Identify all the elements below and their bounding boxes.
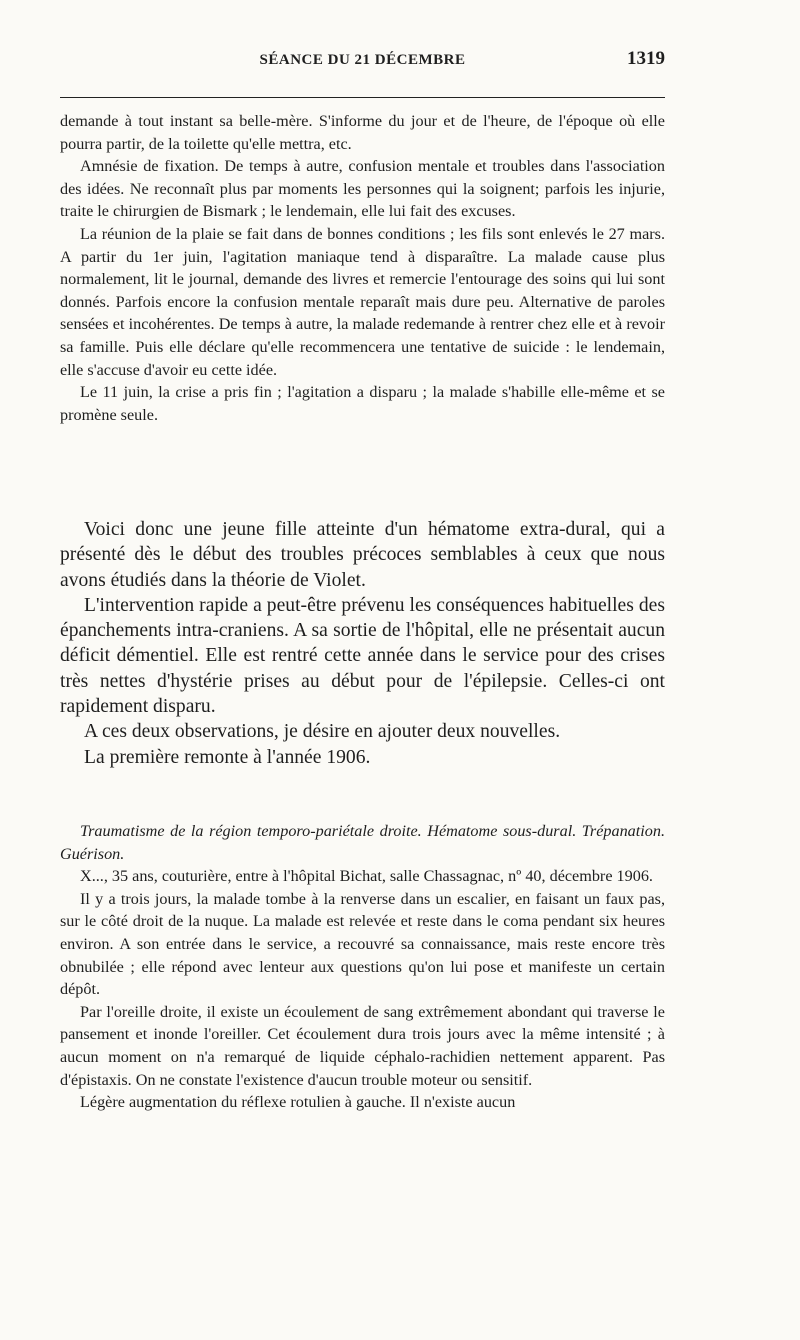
paragraph: Le 11 juin, la crise a pris fin ; l'agitation a disparu ; la malade s'habille elle-même et se promène seule.: [60, 383, 665, 424]
paragraph: Voici donc une jeune fille atteinte d'un hématome extra-dural, qui a présenté dès le début des troubles précoces semblables à ceux que nous avons étudiés dans la théorie de Violet.: [60, 519, 665, 591]
paragraph: L'intervention rapide a peut-être prévenu les conséquences habituelles des épanchements intra-craniens. A sa sortie de l'hôpital, elle ne présentait aucun déficit démentiel. Elle est rentré cette année dans le service pour des crises très nettes d'hystérie prises au début pour de l'épilepsie. Celles-ci ont rapidement disparu.: [60, 594, 665, 718]
paragraph: Par l'oreille droite, il existe un écoulement de sang extrêmement abondant qui traverse le pansement et inonde l'oreiller. Cet écoulement dura trois jours avec la même intensité ; à aucun moment on n'a remarqué de liquide céphalo-rachidien nettement apparent. Pas d'épistaxis. On ne constate l'existence d'aucun trouble moteur ou sensitif.: [60, 1002, 665, 1089]
paragraph: demande à tout instant sa belle-mère. S'informe du jour et de l'heure, de l'époque où elle pourra partir, de la toilette qu'elle mettra, etc.: [60, 112, 665, 153]
discussion-text: [60, 517, 665, 770]
paragraph: La réunion de la plaie se fait dans de bonnes conditions ; les fils sont enlevés le 27 mars. A partir du 1er juin, l'agitation maniaque tend à disparaître. La malade cause plus normalement, lit le journal, demande des livres et remercie l'entourage des soins qui lui sont donnés. Parfois encore la confusion mentale reparaît mais dure peu. Alternative de paroles sensées et incohérentes. De temps à autre, la malade redemande à rentrer chez elle et à revoir sa famille. Puis elle déclare qu'elle recommencera une tentative de suicide : le lendemain, elle s'accuse d'avoir eu cette idée.: [60, 224, 665, 379]
paragraph: Amnésie de fixation. De temps à autre, confusion mentale et troubles dans l'association des idées. Ne reconnaît plus par moments les personnes qui la soignent; parfois les injurie, traite le chirurgien de Bismark ; le lendemain, elle lui fait des excuses.: [60, 157, 665, 221]
paragraph: X..., 35 ans, couturière, entre à l'hôpital Bichat, salle Chassagnac, nº 40, décembre 1906.: [80, 867, 653, 886]
case1-observation-text: [60, 110, 665, 426]
running-title: SÉANCE DU 21 DÉCEMBRE: [259, 52, 466, 68]
paragraph: La première remonte à l'année 1906.: [84, 746, 371, 768]
page-number: 1319: [627, 48, 665, 69]
case-title: Traumatisme de la région temporo-pariétale droite. Hématome sous-dural. Trépanation. Guérison.: [60, 822, 665, 863]
running-header: [60, 48, 665, 78]
header-rule: [60, 97, 665, 98]
paragraph: A ces deux observations, je désire en ajouter deux nouvelles.: [84, 721, 561, 743]
case2-observation: [60, 820, 665, 1114]
paragraph: Il y a trois jours, la malade tombe à la renverse dans un escalier, en faisant un faux pas, sur le côté droit de la nuque. La malade est relevée et reste dans le coma pendant six heures environ. A son entrée dans le service, a recouvré sa connaissance, mais reste encore très obnubilée ; elle répond avec lenteur aux questions qu'on lui pose et manifeste un certain dépôt.: [60, 889, 665, 999]
paragraph: Légère augmentation du réflexe rotulien à gauche. Il n'existe aucun: [80, 1093, 516, 1112]
